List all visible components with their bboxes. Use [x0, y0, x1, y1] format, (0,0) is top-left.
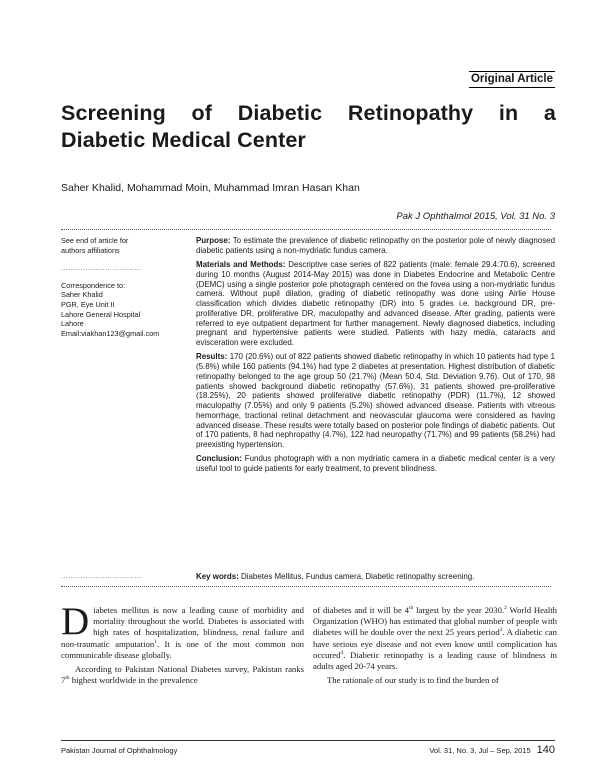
- intro-paragraph-2: According to Pakistan National Diabetes survey, Pakistan ranks 7th highest worldwide in the prevalence: [61, 664, 304, 686]
- intro-paragraph-4: The rationale of our study is to find the burden of: [327, 675, 499, 686]
- body-column-1: [61, 600, 305, 686]
- correspondence-email[interactable]: Email:viakhan123@gmail.com: [61, 328, 160, 338]
- footer-issue: Vol. 31, No. 3, Jul – Sep, 2015: [429, 746, 531, 755]
- conclusion-label: Conclusion:: [196, 454, 242, 464]
- intro-paragraph-1: Diabetes mellitus is now a leading cause of morbidity and mortality throughout the world. Diabetes is associated with high rates of hospitalization, blindness, renal failure and non-traumatic amputation$^1$. It is one of the most common non communicable disease globally.: [61, 600, 305, 660]
- title-line-1: Screening of Diabetic Retinopathy in a: [61, 101, 556, 125]
- correspondence-city: Lahore: [61, 319, 84, 329]
- methods-label: Materials and Methods:: [196, 260, 286, 269]
- correspondence-unit: PGR, Eye Unit II: [61, 299, 115, 309]
- intro-paragraph-3: of diabetes and it will be 4th largest by the year 2030.$^2$ World Health Organization (WHO) has estimated that global number of people with diabetes will be double over the next 25 years period$^3$. A diabetic can have serious eye disease and not even know until complication has occured$^4$. Diabetic retinopathy is a leading cause of blindness in adults aged 20-74 years.: [313, 605, 558, 672]
- abstract-results: [196, 352, 555, 450]
- title-line-2: Diabetic Medical Center: [61, 128, 306, 152]
- header-divider: [61, 229, 551, 230]
- sidebar-notes: [61, 236, 186, 338]
- affiliations-note-1: See end of article for: [61, 236, 129, 245]
- results-text: 170 (20.6%) out of 822 patients showed diabetic retinopathy in which 10 patients had type 1 (5.8%) while 160 patients (94.1%) had type 2 diabetes at presentation. Highest distribution of diabetic retinopathy belonged to the age group 50 (21.7%) (Mean 50.4, Std. Deviation 9.76). Out of 170, 98 patients showed background diabetic retinopathy (57.6%), 31 patients showed pre-proliferative (18.25%), 20 patients showed proliferative diabetic retinopathy (PDR) (11.7%), 12 showed maculopathy (7.05%) and only 9 patients (5.2%) showed advanced disease. Patients with vitreous hemorrhage, tractional retinal detachment and neovascular glaucoma were considered as having advanced disease. These results were totally based on posterior pole findings of diabetic patients. Out of 170 patients, 8 had nephropathy (4.7%), 122 had neuropathy (71.7%) and 99 patients (58.2%) had preexisting hypertension.: [196, 352, 555, 449]
- correspondence-label: Correspondence to:: [61, 280, 126, 290]
- abstract-divider: [61, 586, 551, 587]
- abstract: [196, 236, 555, 478]
- purpose-label: Purpose:: [196, 236, 231, 245]
- correspondence-name: Saher Khalid: [61, 290, 103, 300]
- correspondence-hospital: Lahore General Hospital: [61, 309, 141, 319]
- sidebar-dots: ……………………………: [61, 263, 142, 273]
- purpose-text: To estimate the prevalence of diabetic retinopathy on the posterior pole of newly diagnosed diabetic patients using a non-mydriatic fundus camera.: [196, 236, 555, 255]
- affiliations-note-2: authors affiliations: [61, 245, 120, 255]
- body-column-2: [313, 605, 557, 686]
- conclusion-text: Fundus photograph with a non mydriatic camera in a diabetic medical center is a very useful tool to guide patients for early treatment, to prevent blindness.: [196, 454, 555, 473]
- abstract-methods: [196, 260, 555, 348]
- footer-journal: Pakistan Journal of Ophthalmology: [61, 746, 178, 755]
- keywords-label: Key words:: [196, 572, 239, 581]
- footer-rule: [61, 740, 555, 741]
- page-number: 140: [536, 744, 555, 756]
- author-list: Saher Khalid, Mohammad Moin, Muhammad Imran Hasan Khan: [61, 182, 360, 194]
- sidebar-dots-bottom: ……………………………: [61, 571, 142, 580]
- article-type-label: Original Article: [469, 71, 555, 88]
- abstract-purpose: [196, 236, 555, 256]
- keywords-text: Diabetes Mellitus, Fundus camera, Diabetic retinopathy screening.: [241, 572, 475, 581]
- methods-text: Descriptive case series of 822 patients (male: female 29.4:70.6), screened during 10 months (August 2014-May 2015) was done in Diabetes Endocrine and Metabolic Centre (DEMC) using a single posterior pole photograph centered on the fovea using a non-mydriatic fundus camera. Without pupil dilation, grading of diabetic retinopathy was done using Airlie House classification which divides diabetic retinopathy (DR) into 5 grades i.e. background DR, pre-proliferative DR, proliferative DR, maculopathy and advanced disease. After grading, patients were referred to eye outpatient department for further management. Newly diagnosed diabetics, including pregnant and hypertensive patients were studied. Patients with hazy media, cataracts and evisceration were excluded.: [196, 260, 555, 347]
- drop-cap: D: [61, 600, 90, 643]
- article-title: [61, 100, 556, 154]
- keywords: [196, 572, 555, 581]
- results-label: Results:: [196, 352, 228, 362]
- journal-citation: Pak J Ophthalmol 2015, Vol. 31 No. 3: [396, 211, 555, 222]
- footer-issue-info: [429, 744, 555, 756]
- abstract-conclusion: [196, 454, 555, 474]
